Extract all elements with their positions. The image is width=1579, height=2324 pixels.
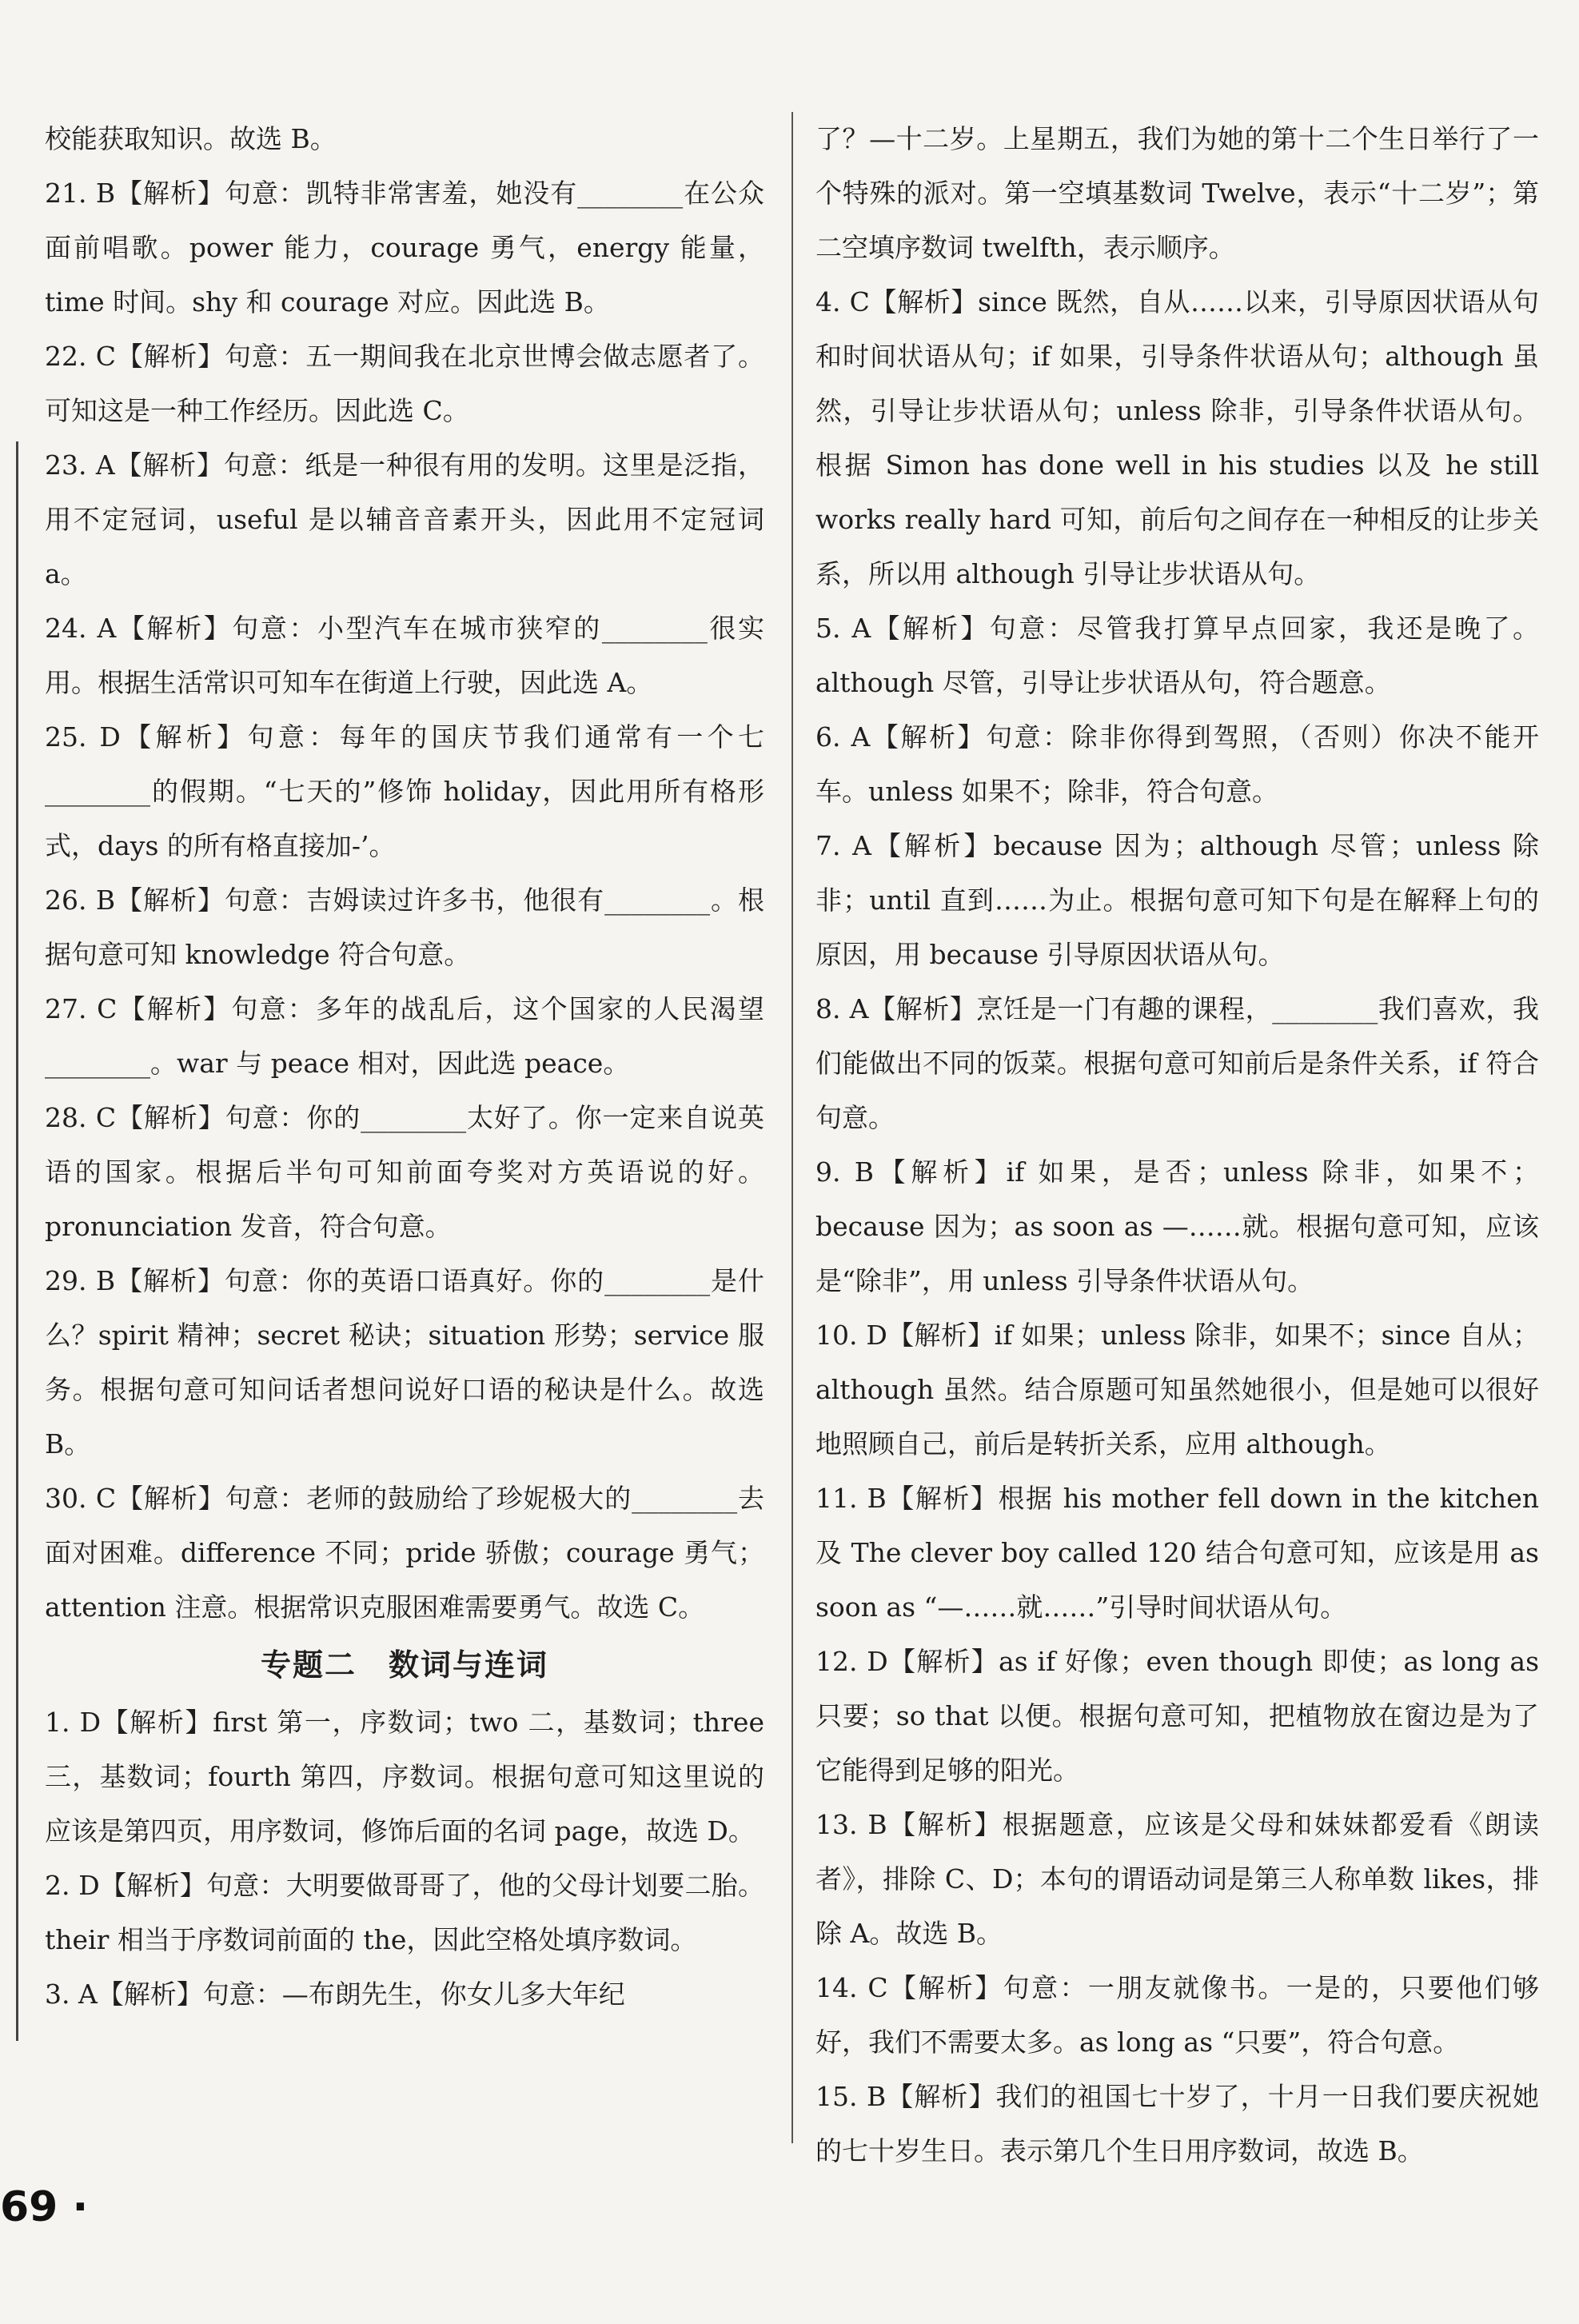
answer-paragraph: 29. B【解析】句意：你的英语口语真好。你的________是什么？spirit 精神；secret 秘诀；situation 形势；service 服务。根据句意可知问话者想问说好口语的秘诀是什么。故选 B。 [45, 1265, 764, 1459]
column-divider [791, 112, 793, 2143]
answer-paragraph: 了？—十二岁。上星期五，我们为她的第十二个生日举行了一个特殊的派对。第一空填基数词 Twelve，表示“十二岁”；第二空填序数词 twelfth，表示顺序。 [815, 123, 1539, 263]
answer-paragraph: 22. C【解析】句意：五一期间我在北京世博会做志愿者了。可知这是一种工作经历。因此选 C。 [45, 341, 764, 426]
answer-paragraph: 21. B【解析】句意：凯特非常害羞，她没有________在公众面前唱歌。power 能力，courage 勇气，energy 能量，time 时间。shy 和 courage 对应。因此选 B。 [45, 178, 764, 317]
answer-paragraph: 10. D【解析】if 如果；unless 除非，如果不；since 自从；although 虽然。结合原题可知虽然她很小，但是她可以很好地照顾自己，前后是转折关系，应用 although。 [815, 1320, 1539, 1459]
answer-paragraph: 1. D【解析】first 第一，序数词；two 二，基数词；three 三，基数词；fourth 第四，序数词。根据句意可知这里说的应该是第四页，用序数词，修饰后面的名词 page，故选 D。 [45, 1707, 764, 1847]
left-margin-line [16, 441, 18, 2041]
answer-paragraph: 11. B【解析】根据 his mother fell down in the kitchen 及 The clever boy called 120 结合句意可知，应该是用 as soon as “—……就……”引导时间状语从句。 [815, 1483, 1539, 1623]
answer-paragraph: 28. C【解析】句意：你的________太好了。你一定来自说英语的国家。根据后半句可知前面夸奖对方英语说的好。pronunciation 发音，符合句意。 [45, 1102, 764, 1242]
answer-paragraph: 13. B【解析】根据题意，应该是父母和妹妹都爱看《朗读者》，排除 C、D；本句的谓语动词是第三人称单数 likes，排除 A。故选 B。 [815, 1809, 1539, 1949]
answer-paragraph: 5. A【解析】句意：尽管我打算早点回家，我还是晚了。although 尽管，引导让步状语从句，符合题意。 [815, 613, 1539, 698]
answer-paragraph: 校能获取知识。故选 B。 [45, 123, 337, 154]
answer-paragraph: 14. C【解析】句意：一朋友就像书。一是的，只要他们够好，我们不需要太多。as long as “只要”，符合句意。 [815, 1972, 1539, 2058]
answer-paragraph: 15. B【解析】我们的祖国七十岁了，十月一日我们要庆祝她的七十岁生日。表示第几个生日用序数词，故选 B。 [815, 2081, 1539, 2166]
answer-paragraph: 30. C【解析】句意：老师的鼓励给了珍妮极大的________去面对困难。difference 不同；pride 骄傲；courage 勇气；attention 注意。根据常识克服困难需要勇气。故选 C。 [45, 1483, 764, 1623]
answer-paragraph: 26. B【解析】句意：吉姆读过许多书，他很有________。根据句意可知 knowledge 符合句意。 [45, 884, 764, 970]
answer-paragraph: 25. D【解析】句意：每年的国庆节我们通常有一个七________的假期。“七天的”修饰 holiday，因此用所有格形式，days 的所有格直接加-’。 [45, 721, 764, 861]
page-number: 69 · [0, 2183, 89, 2231]
answer-paragraph: 27. C【解析】句意：多年的战乱后，这个国家的人民渴望________。war 与 peace 相对，因此选 peace。 [45, 993, 764, 1079]
left-column [45, 112, 764, 2022]
section-title: 专题二 数词与连词 [260, 1647, 548, 1683]
answer-paragraph: 12. D【解析】as if 好像；even though 即使；as long as 只要；so that 以便。根据句意可知，把植物放在窗边是为了它能得到足够的阳光。 [815, 1646, 1539, 1786]
answer-paragraph: 8. A【解析】烹饪是一门有趣的课程，________我们喜欢，我们能做出不同的饭菜。根据句意可知前后是条件关系，if 符合句意。 [815, 993, 1539, 1133]
answer-paragraph: 24. A【解析】句意：小型汽车在城市狭窄的________很实用。根据生活常识可知车在街道上行驶，因此选 A。 [45, 613, 764, 698]
right-column [815, 112, 1539, 2178]
answer-paragraph: 23. A【解析】句意：纸是一种很有用的发明。这里是泛指，用不定冠词，useful 是以辅音音素开头，因此用不定冠词 a。 [45, 449, 764, 589]
answer-paragraph: 3. A【解析】句意：—布朗先生，你女儿多大年纪 [45, 1979, 625, 2010]
answer-paragraph: 7. A【解析】because 因为；although 尽管；unless 除非；until 直到……为止。根据句意可知下句是在解释上句的原因，用 because 引导原因状语从句。 [815, 830, 1539, 970]
answer-paragraph: 4. C【解析】since 既然，自从……以来，引导原因状语从句和时间状语从句；if 如果，引导条件状语从句；although 虽然，引导让步状语从句；unless 除非，引导条件状语从句。根据 Simon has done well in his studies 以及 he still works really hard 可知，前后句之间存在一种相反的让步关系，所以用 although 引导让步状语从句。 [815, 286, 1539, 589]
answer-paragraph: 9. B【解析】if 如果，是否；unless 除非，如果不；because 因为；as soon as —……就。根据句意可知，应该是“除非”，用 unless 引导条件状语从句。 [815, 1156, 1539, 1296]
answer-paragraph: 6. A【解析】句意：除非你得到驾照，（否则）你决不能开车。unless 如果不；除非，符合句意。 [815, 721, 1539, 807]
answer-paragraph: 2. D【解析】句意：大明要做哥哥了，他的父母计划要二胎。their 相当于序数词前面的 the，因此空格处填序数词。 [45, 1870, 764, 1955]
